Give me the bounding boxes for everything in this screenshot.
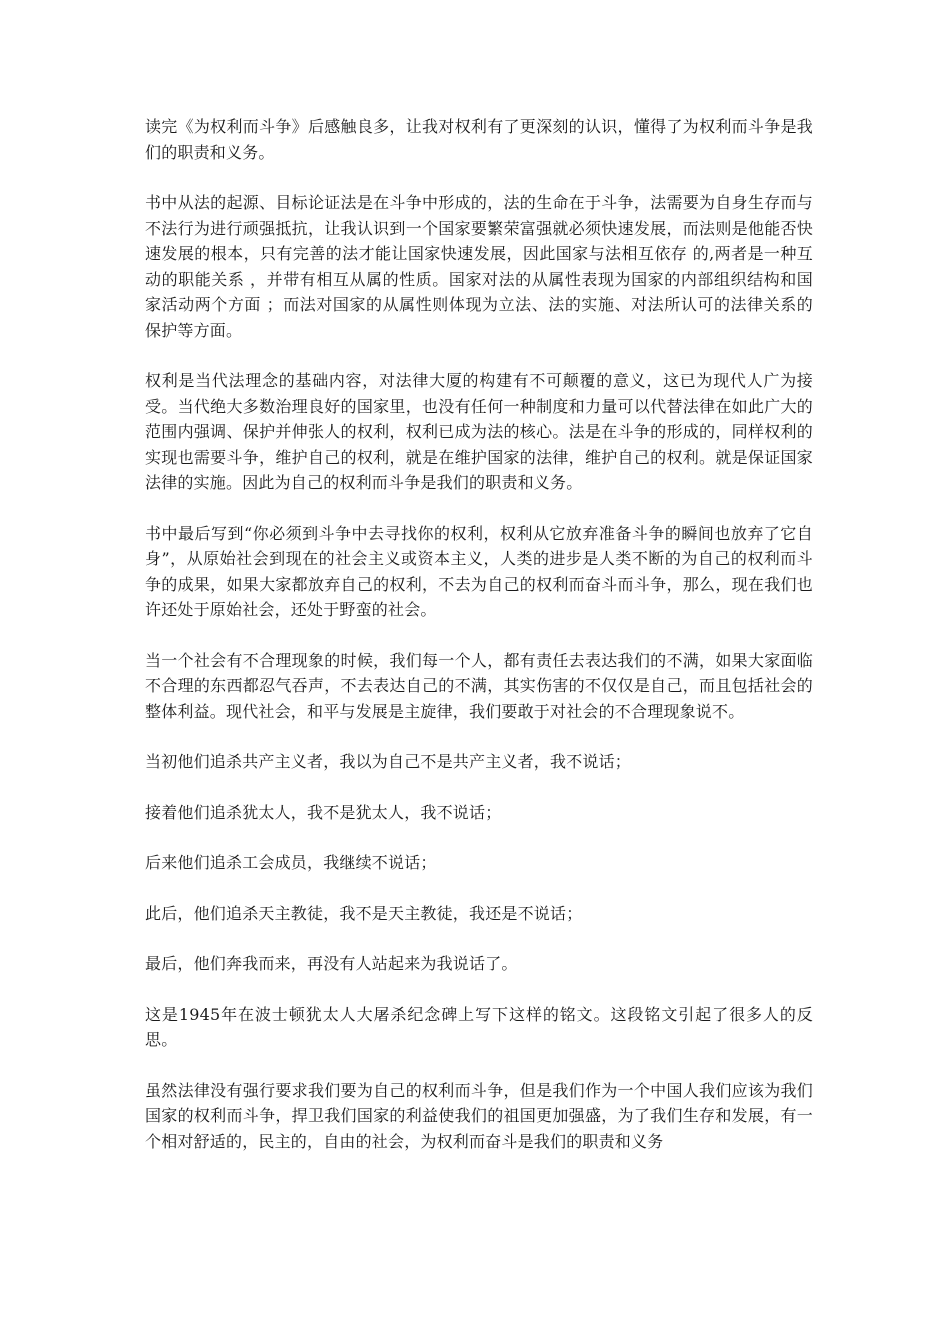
paragraph-4: 书中最后写到“你必须到斗争中去寻找你的权利，权利从它放弃准备斗争的瞬间也放弃了它自身”，从原始社会到现在的社会主义或资本主义，人类的进步是人类不断的为自己的权利而斗争的成果，如果大家都放弃自己的权利，不去为自己的权利而奋斗而斗争，那么，现在我们也许还处于原始社会，还处于野蛮的社会。 [145, 523, 813, 619]
paragraph-12: 虽然法律没有强行要求我们要为自己的权利而斗争，但是我们作为一个中国人我们应该为我们国家的权利而斗争，捍卫我们国家的利益使我们的祖国更加强盛，为了我们生存和发展，有一个相对舒适的，民主的，自由的社会，为权利而奋斗是我们的职责和义务 [145, 1080, 813, 1151]
paragraph-11: 这是1945年在波士顿犹太人大屠杀纪念碑上写下这样的铭文。这段铭文引起了很多人的反思。 [145, 1004, 813, 1049]
paragraph-5: 当一个社会有不合理现象的时候，我们每一个人，都有责任去表达我们的不满，如果大家面临不合理的东西都忍气吞声，不去表达自己的不满，其实伤害的不仅仅是自己，而且包括社会的整体利益。现代社会，和平与发展是主旋律，我们要敢于对社会的不合理现象说不。 [145, 650, 813, 721]
paragraph-6: 当初他们追杀共产主义者，我以为自己不是共产主义者，我不说话； [145, 752, 632, 771]
paragraph-1: 读完《为权利而斗争》后感触良多，让我对权利有了更深刻的认识，懂得了为权利而斗争是我们的职责和义务。 [145, 117, 813, 162]
paragraph-7: 接着他们追杀犹太人，我不是犹太人，我不说话； [145, 802, 502, 822]
paragraph-3: 权利是当代法理念的基础内容，对法律大厦的构建有不可颠覆的意义，这已为现代人广为接受。当代绝大多数治理良好的国家里，也没有任何一种制度和力量可以代替法律在如此广大的范围内强调、保护并伸张人的权利，权利已成为法的核心。法是在斗争的形成的，同样权利的实现也需要斗争，维护自己的权利，就是在维护国家的法律，维护自己的权利。就是保证国家法律的实施。因此为自己的权利而斗争是我们的职责和义务。 [145, 371, 813, 492]
paragraph-8: 后来他们追杀工会成员，我继续不说话； [145, 853, 437, 872]
document-body [145, 114, 813, 1179]
paragraph-10: 最后，他们奔我而来，再没有人站起来为我说话了。 [145, 954, 518, 973]
paragraph-9: 此后，他们追杀天主教徒，我不是天主教徒，我还是不说话； [145, 903, 583, 923]
paragraph-2: 书中从法的起源、目标论证法是在斗争中形成的，法的生命在于斗争，法需要为自身生存而与不法行为进行顽强抵抗，让我认识到一个国家要繁荣富强就必须快速发展，而法则是他能否快速发展的根本，只有完善的法才能让国家快速发展，因此国家与法相互依存 的,两者是一种互动的职能关系 ，并带有相互从属的性质。国家对法的从属性表现为国家的内部组织结构和国家活动两个方面 ；而法对国家的从属性则体现为立法、法的实施、对法所认可的法律关系的保护等方面。 [145, 193, 813, 340]
